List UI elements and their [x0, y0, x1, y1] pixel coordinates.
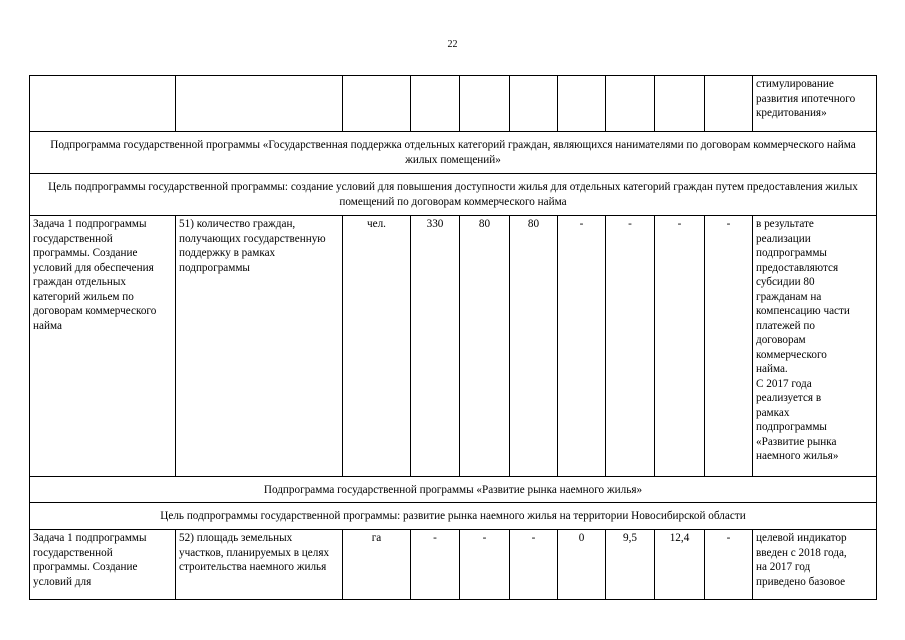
indicator-cell: 51) количество граждан, получающих государственную поддержку в рамках подпрограммы	[176, 216, 343, 477]
table-cell	[176, 76, 343, 132]
table-cell	[460, 76, 510, 132]
note-cell: в результате реализации подпрограммы предоставляются субсидии 80 гражданам на компенсацию части платежей по договорам коммерческого найма. С 2017 года реализуется в рамках подпрограммы «Развитие рынка наемного жилья»	[753, 216, 877, 477]
table-row	[30, 216, 877, 477]
table-cell	[30, 76, 176, 132]
table-cell	[606, 76, 655, 132]
unit-cell: чел.	[343, 216, 411, 477]
subprogram-goal-row	[30, 503, 877, 530]
value-cell: 330	[411, 216, 460, 477]
task-cell: Задача 1 подпрограммы государственной программы. Создание условий для	[30, 530, 176, 600]
value-cell: -	[655, 216, 705, 477]
table-cell	[411, 76, 460, 132]
table-cell	[343, 76, 411, 132]
value-cell: -	[460, 530, 510, 600]
value-cell: 0	[558, 530, 606, 600]
table-cell	[705, 76, 753, 132]
subprogram-goal: Цель подпрограммы государственной программы: создание условий для повышения доступности жилья для отдельных категорий граждан путем предоставления жилых помещений по договорам коммерческого найма	[30, 174, 877, 216]
value-cell: 12,4	[655, 530, 705, 600]
value-cell: -	[558, 216, 606, 477]
unit-cell: га	[343, 530, 411, 600]
value-cell: 80	[510, 216, 558, 477]
value-cell: 9,5	[606, 530, 655, 600]
value-cell: -	[606, 216, 655, 477]
page-number: 22	[447, 39, 458, 50]
subprogram-title-row	[30, 477, 877, 503]
indicator-cell: 52) площадь земельных участков, планируемых в целях строительства наемного жилья	[176, 530, 343, 600]
subprogram-goal-row	[30, 174, 877, 216]
value-cell: -	[705, 530, 753, 600]
subprogram-title: Подпрограмма государственной программы «Развитие рынка наемного жилья»	[30, 477, 877, 503]
table-row-continuation	[30, 76, 877, 132]
value-cell: -	[510, 530, 558, 600]
table-cell	[558, 76, 606, 132]
subprogram-title: Подпрограмма государственной программы «Государственная поддержка отдельных категорий граждан, являющихся нанимателями по договорам коммерческого найма жилых помещений»	[30, 132, 877, 174]
task-cell: Задача 1 подпрограммы государственной программы. Создание условий для обеспечения граждан отдельных категорий жильем по договорам коммерческого найма	[30, 216, 176, 477]
note-cell: целевой индикатор введен с 2018 года, на 2017 год приведено базовое	[753, 530, 877, 600]
value-cell: -	[411, 530, 460, 600]
table-row	[30, 530, 877, 600]
subprogram-title-row	[30, 132, 877, 174]
note-cell: стимулирование развития ипотечного кредитования»	[753, 76, 877, 132]
table-cell	[510, 76, 558, 132]
subprogram-goal: Цель подпрограммы государственной программы: развитие рынка наемного жилья на территории Новосибирской области	[30, 503, 877, 530]
value-cell: 80	[460, 216, 510, 477]
indicators-table	[29, 75, 877, 600]
value-cell: -	[705, 216, 753, 477]
table-cell	[655, 76, 705, 132]
